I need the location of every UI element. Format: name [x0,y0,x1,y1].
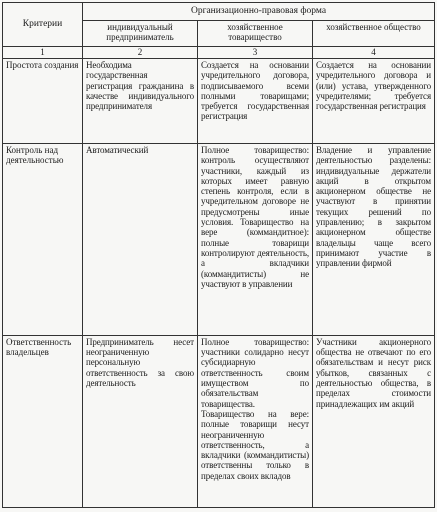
table-cell: Предприниматель несет неограниченную персональную ответственность за свою деятельность [83,335,198,507]
table-cell: Владение и управление деятельностью разделены: индивидуальные держатели акций в открытом акционерном обществе не участвуют в принятии текущих решений по управлению; в закрытом акционерном обществе владельцы чаще всего принимают участие в управлении фирмой [313,144,435,336]
table-cell: Создается на основании учредительного договора, подписываемого всеми полными товарищами; требуется государственная регистрация [198,58,313,143]
table-cell: Полное товарищество: участники солидарно несут субсидиарную ответственность своим имуществом по обязательствам товарищества. Товарищество на вере: полные товарищи несут неограниченную ответственность, а вкладчики (коммандитисты) ответственны только в пределах своих вкладов [198,335,313,507]
column-number: 3 [198,46,313,58]
table-cell: Участники акционерного общества не отвечают по его обязательствам и несут риск убытков, связанных с деятельностью общества, в пределах стоимости принадлежащих им акций [313,335,435,507]
column-number: 4 [313,46,435,58]
header-group: Организационно-правовая форма [83,3,435,21]
column-number: 2 [83,46,198,58]
criterion-cell: Контроль над деятельностью [3,144,83,336]
criterion-cell: Простота создания [3,58,83,143]
column-number: 1 [3,46,83,58]
table-cell: Автоматический [83,144,198,336]
table-cell: Полное товарищество: контроль осуществляют участники, каждый из которых имеет равную степень контроля, если в учредительном договоре не предусмотрены иные условия. Товарищество на вере (коммандитное): полные товарищи контролируют деятельность, а вкладчики (коммандитисты) не участвуют в управлении [198,144,313,336]
header-col-entrepreneur: индивидуальный предприниматель [83,20,198,46]
criterion-cell: Ответственность владельцев [3,335,83,507]
header-col-company: хозяйственное общество [313,20,435,46]
header-row [3,3,435,21]
header-criteria: Критерии [3,3,83,47]
table-row [3,58,435,143]
number-row [3,46,435,58]
table-row [3,335,435,507]
comparison-table [2,2,435,508]
header-col-partnership: хозяйственное товарищество [198,20,313,46]
table-row [3,144,435,336]
table-cell: Создается на основании учредительного договора и (или) устава, утвержденного учредителями; требуется государственная регистрация [313,58,435,143]
table-cell: Необходима государственная регистрация гражданина в качестве индивидуального предпринимателя [83,58,198,143]
